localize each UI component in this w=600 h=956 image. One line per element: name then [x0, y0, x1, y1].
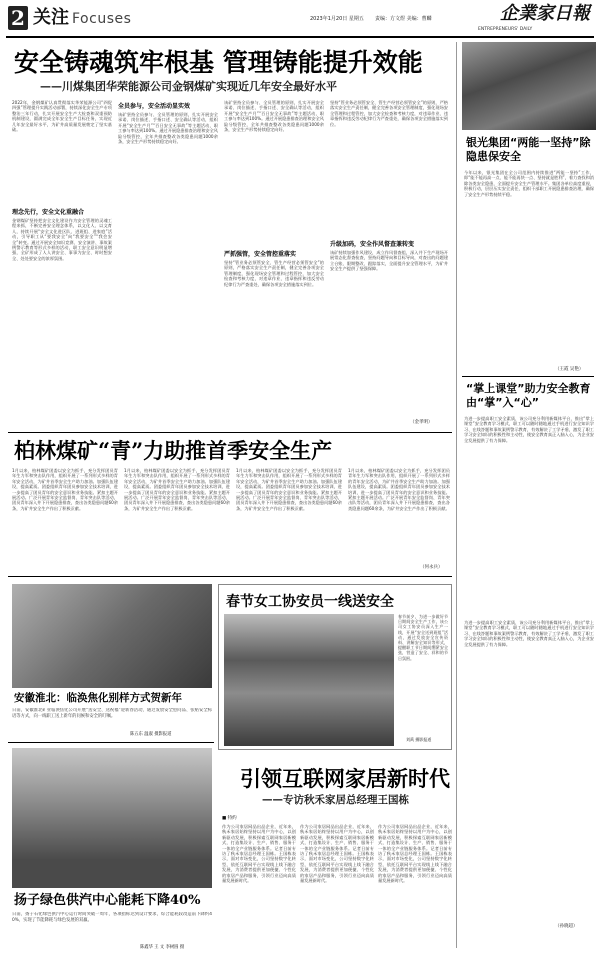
lead-byline: （金孝明） [410, 420, 433, 425]
page-number: 2 [11, 6, 25, 30]
section-name: 关注 [33, 7, 69, 28]
lead-intro: 2022年，金钢煤矿认真贯彻落实华荣能源公司“四促四强”管理提升实践活动部署，持续深化安全生产专项整治三年行动，扎实开展安全生产大检查和双重预防机制建设，圆满完成全年安全生产目标任务，实现近几年安全最好水平，为矿井高质量发展奠定了坚实基础。 [12, 100, 112, 133]
right-top-photo [462, 42, 596, 130]
spring-story-byline: 刘禹 摄影报道 [406, 737, 432, 742]
right-story2-text: 为进一步提高职工安全素质，该公司充分利用新媒体平台，推出“掌上课堂”安全教育学习模式，职工可以随时随地通过手机进行安全知识学习、在线答题和事故案例警示教育，有效解决了工学矛盾，激发了职工学习安全知识的积极性和主动性，使安全教育真正入脑入心，为企业安全发展提供了有力保障。 [464, 416, 594, 443]
anhui-story-byline: 陈五东 温淑 摄影报道 [130, 732, 172, 737]
lead-section1-text: 金钢煤矿坚持把安全文化建设作为安全管理的灵魂工程来抓，不断完善安全理念体系，以文化人、以文育人，持续开展“安全文化进区队、进班组、进家庭”活动，引导职工从“要我安全”向“我要安全”“我会安全”转变。通过开展安全知识竞赛、安全演讲、事故案例警示教育等形式多样的活动，职工安全意识明显增强，全矿形成了人人讲安全、事事为安全、时时想安全、处处要安全的浓厚氛围。 [12, 218, 112, 261]
interview-text-col3: 作为公司家居网品出品企业，近年来，秋禾家居始终坚持以用户为中心，以创新驱动发展，积极探索互联网家居新模式，打造集设计、生产、销售、服务于一体的全产业链服务体系。记者日前专访了秋禾家居总经理王国栋。王国栋表示，面对市场变化，公司坚持数字化转型，依托互联网平台实现线上线下融合发展，为消费者提供更加便捷、个性化的家居产品和服务，引领行业迈向高质量发展新时代。 [378, 824, 452, 884]
interview-text-col2: 作为公司家居网品出品企业，近年来，秋禾家居始终坚持以用户为中心，以创新驱动发展，积极探索互联网家居新模式，打造集设计、生产、销售、服务于一体的全产业链服务体系。记者日前专访了秋禾家居总经理王国栋。王国栋表示，面对市场变化，公司坚持数字化转型，依托互联网平台实现线上线下融合发展，为消费者提供更加便捷、个性化的家居产品和服务，引领行业迈向高质量发展新时代。 [300, 824, 374, 884]
spring-story-headline: 春节女工协安员一线送安全 [226, 594, 394, 610]
yangzi-story-photo [12, 748, 212, 888]
right-story1-byline: （王霞 吴艳） [555, 367, 584, 372]
bailin-bottom-rule [8, 576, 452, 577]
anhui-story-headline: 安徽淮北：临涣焦化别样方式贺新年 [14, 692, 182, 704]
interview-text-col1: 作为公司家居网品出品企业，近年来，秋禾家居始终坚持以用户为中心，以创新驱动发展，积极探索互联网家居新模式，打造集设计、生产、销售、服务于一体的全产业链服务体系。记者日前专访了秋禾家居总经理王国栋。王国栋表示，面对市场变化，公司坚持数字化转型，依托互联网平台实现线上线下融合发展，为消费者提供更加便捷、个性化的家居产品和服务，引领行业迈向高质量发展新时代。 [222, 824, 296, 884]
lead-column4-text: 坚持“管业务必须管安全、管生产经营必须管安全”的原则，严格落实安全生产责任制，健全完善各项安全管理制度，强化现场安全管理和过程管控，加大安全检查和考核力度，对违章作业、违章指挥和违反劳动纪律行为严查重处，确保各项安全措施落实到位。 [330, 100, 448, 127]
lead-headline: 安全铸魂筑牢根基 管理铸能提升效能 [14, 48, 423, 77]
right-story1-text: 今年以来，银光集团在全公司范围内持续推进“两能一坚持”工作，即“能不能再高一点、能不能再快一点、坚持就是胜利”，着力查找和消除各类安全隐患，全面提升安全生产管理水平。集团各单位高度重视，积极行动，层层压实安全责任，组织干部职工开展隐患排查治理，确保了安全生产形势持续平稳。 [464, 170, 594, 197]
right-story1-headline: 银光集团“两能一坚持”除隐患保安全 [466, 136, 591, 163]
anhui-bottom-rule [8, 742, 214, 743]
lead-section4-text: 该矿持续加强作风建设，成立作风督查组，深入井下生产现场开展常态化督查检查，坚持问题导向和目标导向，对查出的问题建立台账、限期整改、跟踪落实，全面提升安全管理水平，为矿井安全生产提供了坚强保障。 [330, 250, 448, 272]
bailin-text-col3: 1月以来，柏林煤矿团委以安全为抓手，充分发挥团员青年生力军和突击队作用，组织开展了一系列形式多样的青年安全活动，为矿井首季安全生产助力加油。加强队伍建设，提高素质。团委组织青年团员参加安全技术培训，进一步提高了团员青年的安全意识和业务技能。紧扣主题开展活动。广泛开展青年安全监督岗、青年突击队等活动，团员青年深入井下开展隐患排查，查出各类隐患问题60余条，为矿井安全生产作出了积极贡献。 [236, 468, 342, 511]
editor-credits: 责编：方文煜 美编：曹麟 [375, 16, 432, 22]
lead-section4-title: 升级加码，安全作风督查兼转变 [330, 241, 415, 248]
interview-subheadline: ——专访秋禾家居总经理王国栋 [262, 794, 409, 806]
bailin-text-col4: 1月以来，柏林煤矿团委以安全为抓手，充分发挥团员青年生力军和突击队作用，组织开展了一系列形式多样的青年安全活动，为矿井首季安全生产助力加油。加强队伍建设，提高素质。团委组织青年团员参加安全技术培训，进一步提高了团员青年的安全意识和业务技能。紧扣主题开展活动。广泛开展青年安全监督岗、青年突击队等活动，团员青年深入井下开展隐患排查，查出各类隐患问题60余条，为矿井安全生产作出了积极贡献。 [348, 468, 450, 511]
lead-bottom-rule [8, 432, 452, 433]
bailin-byline: （何永兵） [420, 565, 443, 570]
issue-date: 2023年1月20日 星期五 [310, 16, 364, 22]
lead-section1-title: 理念先行，安全文化重融合 [12, 209, 85, 216]
section-name-en: Focuses [72, 11, 132, 27]
yangzi-story-caption: 日前，扬子石化绿色供汽中心运行时间突破一周年，各项指标达到设计要求，综合能耗较改造前下降约40%，实现了节能降耗与绿色发展的双赢。 [12, 912, 212, 923]
lead-subheadline: ——川煤集团华荣能源公司金钢煤矿实现近几年安全最好水平 [40, 80, 337, 93]
right-story2-byline: （孙晓超） [555, 924, 578, 929]
paper-name: 企業家日報 [500, 3, 590, 24]
paper-name-en: ENTREPRENEURS' DAILY [478, 27, 533, 32]
right-story2-headline: “掌上课堂”助力安全教育由“掌”入“心” [466, 382, 591, 409]
page-header [0, 0, 600, 42]
lead-section2-text: 该矿坚持全员参与、全员管理的原则，扎实开展安全承诺、岗位描述、手指口述、安全确认等活动，组织开展“安全生产月”“百日安全无事故”等主题活动，职工参与率达到100%。通过开展隐患排查治理和安全风险分级管控，全年共排查整改各类隐患问题1000余条，安全生产形势持续稳定向好。 [118, 112, 218, 145]
anhui-story-caption: 日前，安徽淮北矿业临涣焦化公司开展“送安全、送祝福”迎新春活动，通过发放安全慰问品、张贴安全标语等方式，向一线职工送上新年的问候和安全的叮嘱。 [12, 708, 212, 719]
header-rule [6, 36, 594, 38]
interview-headline: 引领互联网家居新时代 [240, 766, 450, 791]
yangzi-story-headline: 扬子绿色供汽中心能耗下降40% [14, 893, 201, 908]
lead-section3-text: 坚持“管业务必须管安全、管生产经营必须管安全”的原则，严格落实安全生产责任制，健全完善各项安全管理制度，强化现场安全管理和过程管控，加大安全检查和考核力度，对违章作业、违章指挥和违反劳动纪律行为严查重处，确保各项安全措施落实到位。 [224, 260, 324, 287]
spring-story-caption: 春节前夕，为进一步做好节日期间安全生产工作，该公司女工协安员深入生产一线，开展“安全送到班组”活动，通过发放安全宣传资料、讲解安全知识等形式，提醒职工节日期间绷紧安全弦，营造了安全、祥和的节日氛围。 [398, 614, 448, 661]
lead-section2-title: 全员参与，安全活动显实效 [118, 103, 191, 110]
bailin-text-col2: 1月以来，柏林煤矿团委以安全为抓手，充分发挥团员青年生力军和突击队作用，组织开展了一系列形式多样的青年安全活动，为矿井首季安全生产助力加油。加强队伍建设，提高素质。团委组织青年团员参加安全技术培训，进一步提高了团员青年的安全意识和业务技能。紧扣主题开展活动。广泛开展青年安全监督岗、青年突击队等活动，团员青年深入井下开展隐患排查，查出各类隐患问题60余条，为矿井安全生产作出了积极贡献。 [124, 468, 230, 511]
lead-section3-title: 严抓强管，安全管控重落实 [224, 251, 297, 258]
yangzi-story-byline: 陈鑫华 王 文 李树圆 摄 [140, 945, 185, 950]
right-story2-text-cont: 为进一步提高职工安全素质，该公司充分利用新媒体平台，推出“掌上课堂”安全教育学习模式，职工可以随时随地通过手机进行安全知识学习、在线答题和事故案例警示教育，有效解决了工学矛盾，激发了职工学习安全知识的积极性和主动性，使安全教育真正入脑入心，为企业安全发展提供了有力保障。 [464, 620, 594, 647]
lead-column3-text: 该矿坚持全员参与、全员管理的原则，扎实开展安全承诺、岗位描述、手指口述、安全确认等活动，组织开展“安全生产月”“百日安全无事故”等主题活动，职工参与率达到100%。通过开展隐患排查治理和安全风险分级管控，全年共排查整改各类隐患问题1000余条，安全生产形势持续稳定向好。 [224, 100, 324, 133]
right-divider [462, 376, 594, 377]
anhui-story-photo [12, 584, 212, 688]
bailin-text-col1: 1月以来，柏林煤矿团委以安全为抓手，充分发挥团员青年生力军和突击队作用，组织开展了一系列形式多样的青年安全活动，为矿井首季安全生产助力加油。加强队伍建设，提高素质。团委组织青年团员参加安全技术培训，进一步提高了团员青年的安全意识和业务技能。紧扣主题开展活动。广泛开展青年安全监督岗、青年突击队等活动，团员青年深入井下开展隐患排查，查出各类隐患问题60余条，为矿井安全生产作出了积极贡献。 [12, 468, 118, 511]
column-divider-right [456, 42, 457, 948]
spring-story-photo [224, 614, 394, 746]
interview-reporter: ■ 特约 [222, 816, 237, 821]
bailin-headline: 柏林煤矿“青”力助推首季安全生产 [14, 438, 333, 463]
